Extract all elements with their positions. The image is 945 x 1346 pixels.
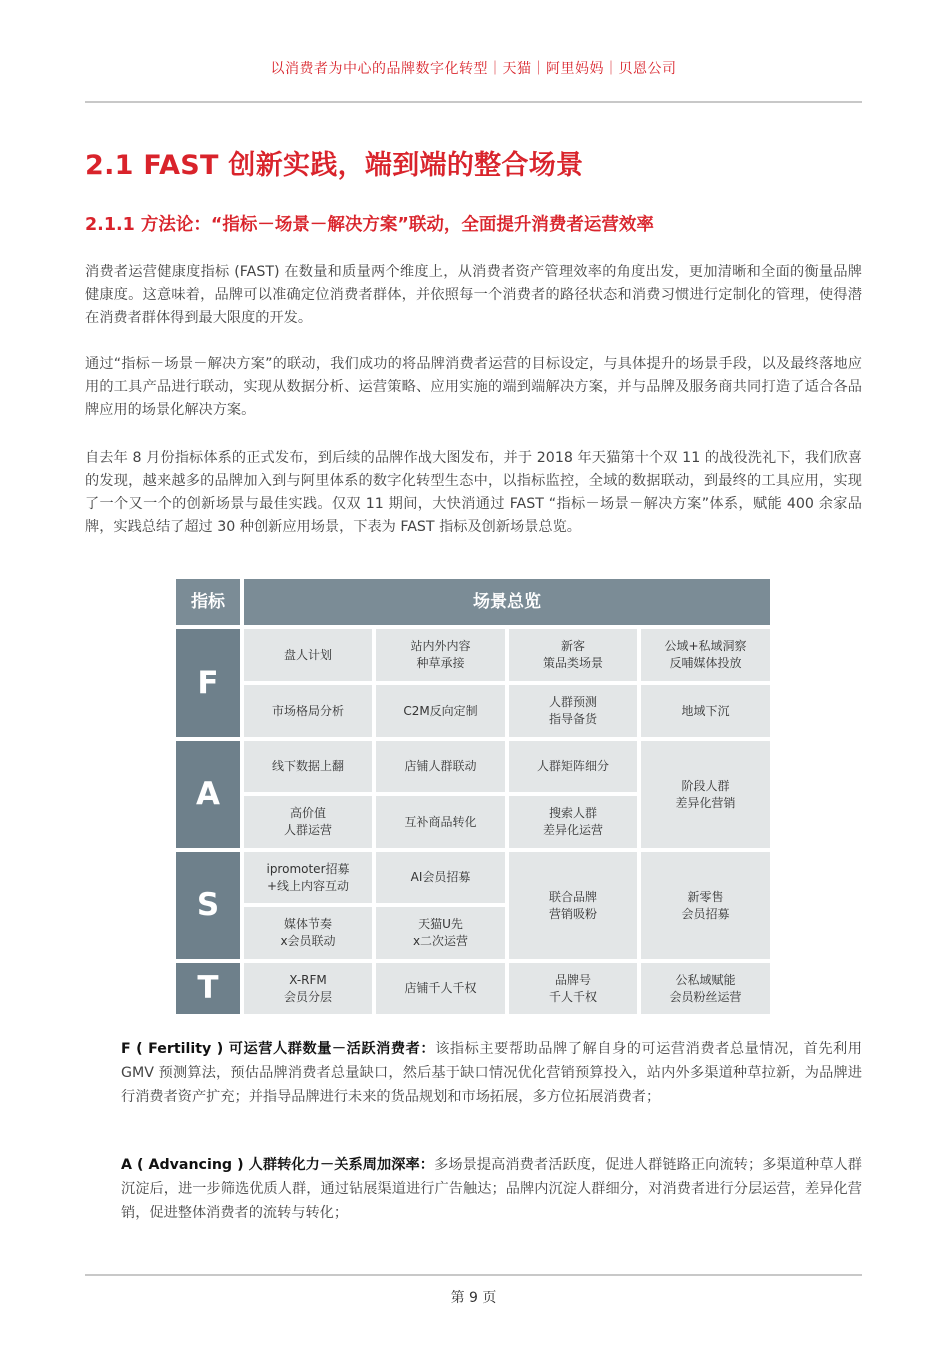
scene-cell: ipromoter招募 +线上内容互动 [244,852,372,903]
scene-cell: 站内外内容 种草承接 [376,629,505,681]
scene-cell: 联合品牌 营销吸粉 [509,852,637,959]
scene-cell: 互补商品转化 [376,796,505,848]
scene-cell: 店铺千人千权 [376,963,505,1014]
table-header-scenes: 场景总览 [244,579,770,625]
fast-scene-table [176,579,770,1014]
scene-cell: 盘人计划 [244,629,372,681]
paragraph-3: 自去年 8 月份指标体系的正式发布，到后续的品牌作战大图发布，并于 2018 年天猫第十个双 11 的战役洗礼下，我们欣喜的发现，越来越多的品牌加入到与阿里体系的数字化转型生态中，以指标监控，全域的数据联动，到最终的工具应用，实现了一个又一个的创新场景与最佳实践。仅双 11 期间，大快消通过 FAST “指标－场景－解决方案”体系，赋能 400 余家品牌，实践总结了超过 30 种创新应用场景，下表为 FAST 指标及创新场景总览。 [85,450,862,535]
scene-cell: 品牌号 千人千权 [509,963,637,1014]
paragraph-2: 通过“指标－场景－解决方案”的联动，我们成功的将品牌消费者运营的目标设定，与具体提升的场景手段，以及最终落地应用的工具产品进行联动，实现从数据分析、运营策略、应用实施的端到端解决方案，并与品牌及服务商共同打造了适合各品牌应用的场景化解决方案。 [85,356,862,418]
metric-letter-f: F [176,629,240,737]
scene-cell: 新零售 会员招募 [641,852,770,959]
section-title: 2.1 FAST 创新实践，端到端的整合场景 [85,150,584,181]
definition-text: 该指标主要帮助品牌了解自身的可运营消费者总量情况，首先利用 GMV 预测算法，预估品牌消费者总量缺口，然后基于缺口情况优化营销预算投入，站内外多渠道种草拉新，为品牌进行消费者资产扩充；并指导品牌进行未来的货品规划和市场拓展，多方位拓展消费者； [121,1041,862,1105]
scene-cell: 公域+私域洞察 反哺媒体投放 [641,629,770,681]
scene-cell: AI会员招募 [376,852,505,903]
definition-term: F ( Fertility ) 可运营人群数量－活跃消费者： [121,1041,436,1057]
scene-cell: 高价值 人群运营 [244,796,372,848]
scene-cell: 地域下沉 [641,685,770,737]
scene-cell: C2M反向定制 [376,685,505,737]
page-number: 第 9 页 [450,1290,497,1306]
scene-cell: 搜索人群 差异化运营 [509,796,637,848]
table-header-metric: 指标 [176,579,240,625]
header-divider [85,101,862,103]
paragraph-1: 消费者运营健康度指标 (FAST) 在数量和质量两个维度上，从消费者资产管理效率的角度出发，更加清晰和全面的衡量品牌健康度。这意味着，品牌可以准确定位消费者群体，并依照每一个消费者的路径状态和消费习惯进行定制化的管理，使得潜在消费者群体得到最大限度的开发。 [85,264,862,326]
footer-divider [85,1274,862,1276]
scene-cell: 天猫U先 x二次运营 [376,907,505,959]
metric-letter-t: T [176,963,240,1014]
running-header: 以消费者为中心的品牌数字化转型｜天猫｜阿里妈妈｜贝恩公司 [270,61,677,77]
definition-term: A ( Advancing ) 人群转化力－关系周加深率： [121,1157,435,1173]
scene-cell: 媒体节奏 x会员联动 [244,907,372,959]
scene-cell: 市场格局分析 [244,685,372,737]
definition-f [121,1037,862,1109]
metric-letter-a: A [176,741,240,848]
scene-cell: 线下数据上翻 [244,741,372,792]
scene-cell: X-RFM 会员分层 [244,963,372,1014]
subsection-title: 2.1.1 方法论：“指标－场景－解决方案”联动，全面提升消费者运营效率 [85,215,654,235]
scene-cell: 阶段人群 差异化营销 [641,741,770,848]
definition-text: 多场景提高消费者活跃度，促进人群链路正向流转；多渠道种草人群沉淀后，进一步筛选优质人群，通过钻展渠道进行广告触达；品牌内沉淀人群细分，对消费者进行分层运营，差异化营销，促进整体消费者的流转与转化； [121,1157,862,1221]
scene-cell: 公私域赋能 会员粉丝运营 [641,963,770,1014]
scene-cell: 店铺人群联动 [376,741,505,792]
scene-cell: 新客 策品类场景 [509,629,637,681]
scene-cell: 人群矩阵细分 [509,741,637,792]
scene-cell: 人群预测 指导备货 [509,685,637,737]
definition-a [121,1153,862,1225]
metric-letter-s: S [176,852,240,959]
